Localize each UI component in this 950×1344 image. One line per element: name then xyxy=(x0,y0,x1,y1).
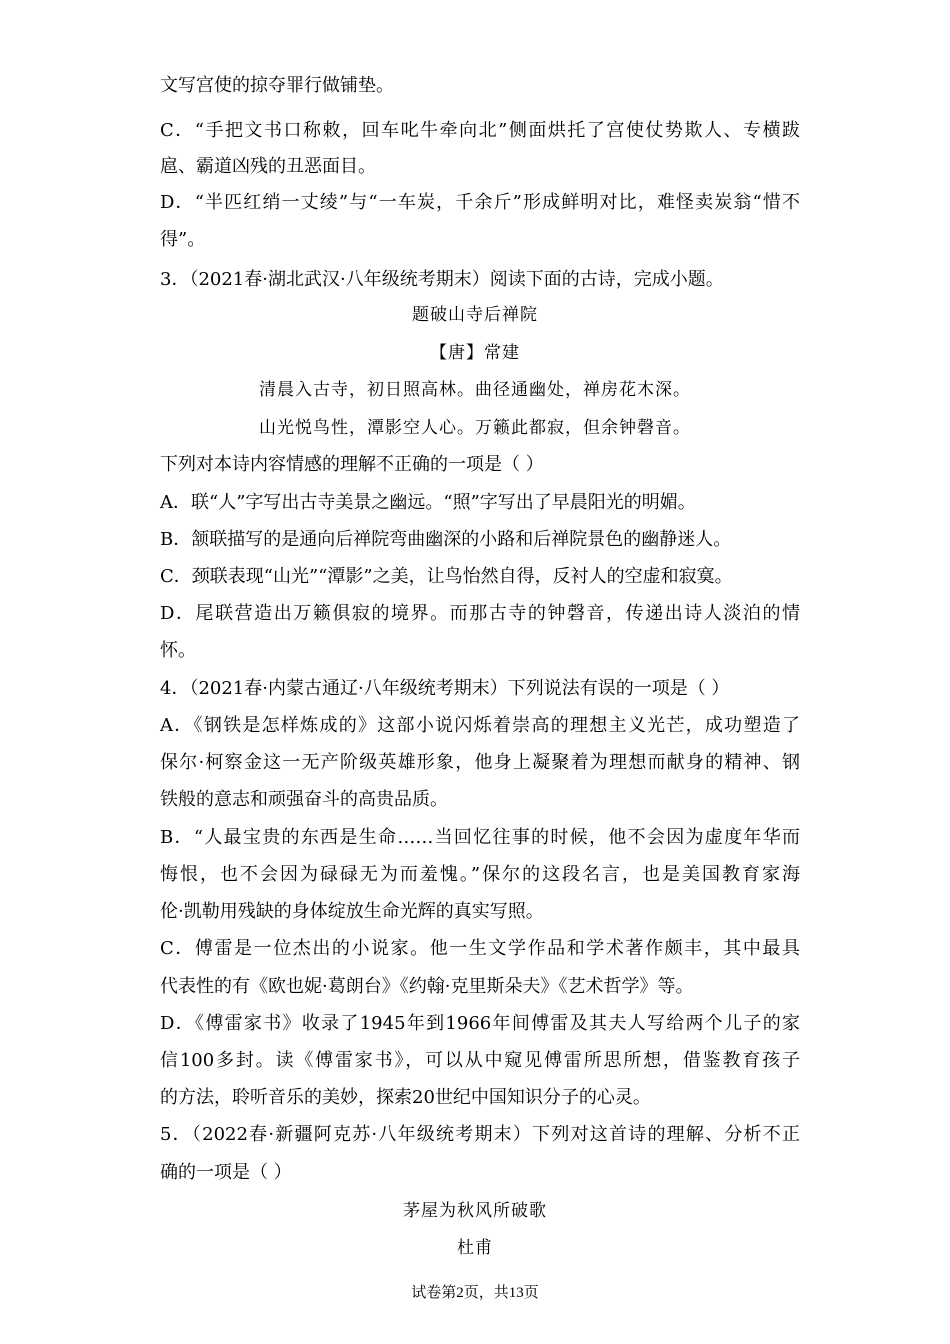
question-4-option-b-line-2: 悔恨，也不会因为碌碌无为而羞愧。”保尔的这段名言，也是美国教育家海 xyxy=(160,864,800,885)
poem-2-title: 茅屋为秋风所破歌 xyxy=(403,1201,547,1221)
question-4-option-d-line-2: 信100多封。读《傅雷家书》，可以从中窥见傅雷所思所想，借鉴教育孩子 xyxy=(160,1050,800,1071)
question-4-option-a-line-1: A．《钢铁是怎样炼成的》这部小说闪烁着崇高的理想主义光芒，成功塑造了 xyxy=(160,715,800,736)
poem-1-line-2: 山光悦鸟性，潭影空人心。万籁此都寂，但余钟磬音。 xyxy=(259,418,691,438)
option-d-line-1: D．“半匹红绡一丈绫”与“一车炭，千余斤”形成鲜明对比，难怪卖炭翁“惜不 xyxy=(160,192,800,213)
question-5-stem-line-2: 确的一项是（ ） xyxy=(160,1162,292,1183)
question-4-option-b-line-1: B．“人最宝贵的东西是生命……当回忆往事的时候，他不会因为虚度年华而 xyxy=(160,827,800,848)
poem-2-author: 杜甫 xyxy=(457,1238,493,1258)
question-3-option-d-line-1: D．尾联营造出万籁俱寂的境界。而那古寺的钟磬音，传递出诗人淡泊的情 xyxy=(160,603,800,624)
poem-1-author: 【唐】常建 xyxy=(430,343,520,363)
question-3-option-b: B．颔联描写的是通向后禅院弯曲幽深的小路和后禅院景色的幽静迷人。 xyxy=(160,529,732,550)
question-4-option-a-line-3: 铁般的意志和顽强奋斗的高贵品质。 xyxy=(160,789,448,810)
option-c-line-1: C．“手把文书口称敕，回车叱牛牵向北”侧面烘托了宫使仗势欺人、专横跋 xyxy=(160,120,800,141)
question-4-option-c-line-1: C．傅雷是一位杰出的小说家。他一生文学作品和学术著作颇丰，其中最具 xyxy=(160,938,800,959)
option-d-line-2: 得”。 xyxy=(160,229,206,250)
question-4-option-d-line-3: 的方法，聆听音乐的美妙，探索20世纪中国知识分子的心灵。 xyxy=(160,1087,651,1108)
question-3-option-a: A．联“人”字写出古寺美景之幽远。“照”字写出了早晨阳光的明媚。 xyxy=(160,492,696,513)
question-3-prompt: 下列对本诗内容情感的理解不正确的一项是（ ） xyxy=(160,454,544,475)
question-4-stem: 4．（2021春·内蒙古通辽·八年级统考期末）下列说法有误的一项是（ ） xyxy=(160,678,730,699)
text-line: 文写宫使的掠夺罪行做铺垫。 xyxy=(160,75,394,96)
poem-1-line-1: 清晨入古寺，初日照高林。曲径通幽处，禅房花木深。 xyxy=(259,380,691,400)
question-4-option-b-line-3: 伦·凯勒用残缺的身体绽放生命光辉的真实写照。 xyxy=(160,901,544,922)
question-3-stem: 3．（2021春·湖北武汉·八年级统考期末）阅读下面的古诗，完成小题。 xyxy=(160,269,724,290)
page-footer: 试卷第2页，共13页 xyxy=(411,1285,539,1301)
question-5-stem-line-1: 5．（2022春·新疆阿克苏·八年级统考期末）下列对这首诗的理解、分析不正 xyxy=(160,1124,800,1145)
question-4-option-d-line-1: D．《傅雷家书》收录了1945年到1966年间傅雷及其夫人写给两个儿子的家 xyxy=(160,1013,800,1034)
question-3-option-c: C．颈联表现“山光”“潭影”之美，让鸟怡然自得，反衬人的空虚和寂寞。 xyxy=(160,566,733,587)
question-3-option-d-line-2: 怀。 xyxy=(160,640,196,661)
poem-1-title: 题破山寺后禅院 xyxy=(412,305,538,325)
question-4-option-c-line-2: 代表性的有《欧也妮·葛朗台》《约翰·克里斯朵夫》《艺术哲学》等。 xyxy=(160,976,694,997)
option-c-line-2: 扈、霸道凶残的丑恶面目。 xyxy=(160,156,376,177)
question-4-option-a-line-2: 保尔·柯察金这一无产阶级英雄形象，他身上凝聚着为理想而献身的精神、钢 xyxy=(160,752,800,773)
